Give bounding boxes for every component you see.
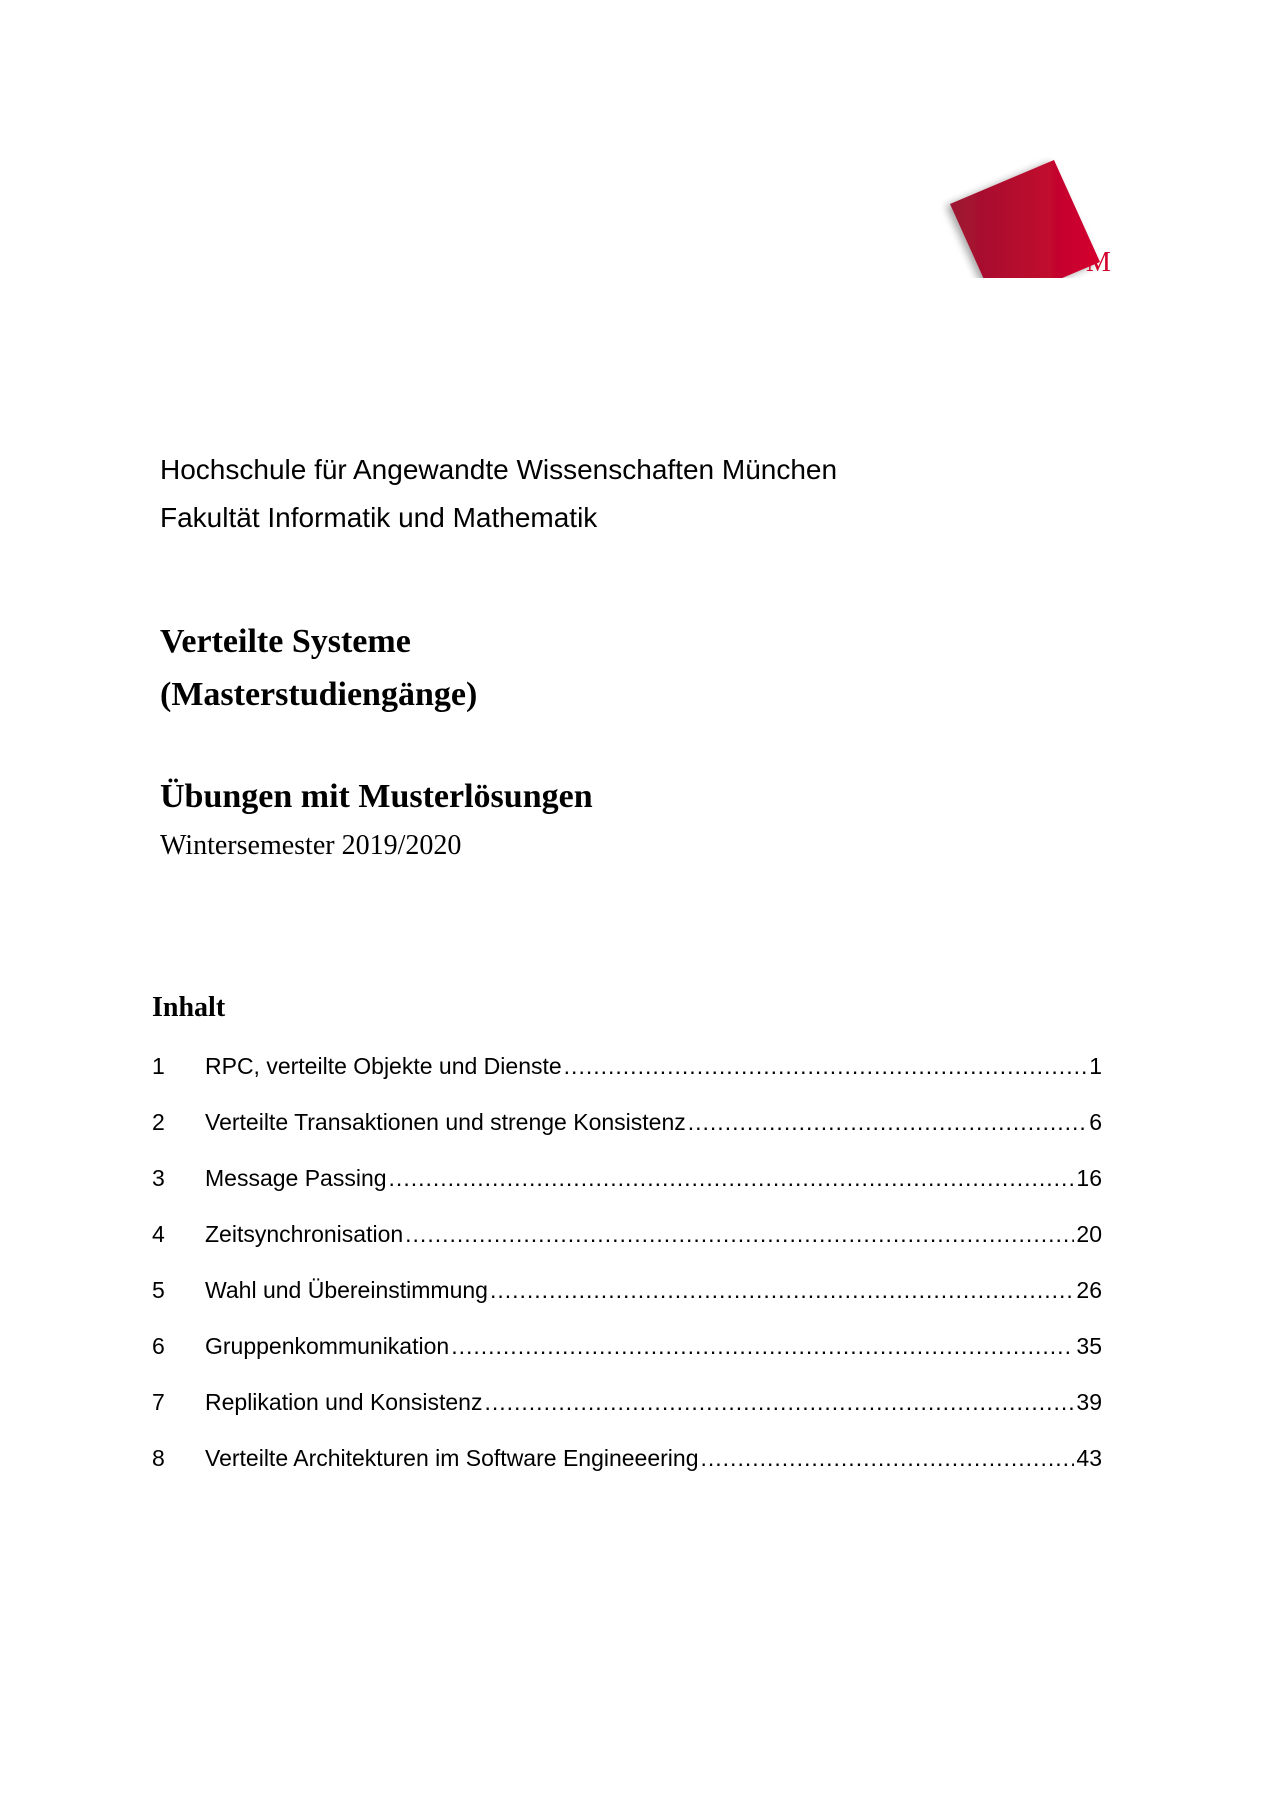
toc-entry-title: Replikation und Konsistenz xyxy=(205,1389,483,1415)
toc-entry-page: 16 xyxy=(1076,1165,1102,1191)
institution-block xyxy=(160,446,837,542)
toc-entry-number: 7 xyxy=(152,1389,165,1415)
toc-entry-title: Verteilte Architekturen im Software Engineeering xyxy=(205,1445,699,1471)
toc-entry-title: Message Passing xyxy=(205,1165,387,1191)
course-title-line1: Verteilte Systeme xyxy=(160,623,411,660)
toc-leader-dots xyxy=(451,1330,1074,1362)
institution-name: Hochschule für Angewandte Wissenschaften München xyxy=(160,454,838,485)
toc-entry-title: RPC, verteilte Objekte und Dienste xyxy=(205,1053,562,1079)
toc-entry[interactable] xyxy=(152,1218,1102,1274)
toc-entry[interactable] xyxy=(152,1442,1102,1498)
toc-entry-number: 6 xyxy=(152,1333,165,1359)
toc-leader-dots xyxy=(490,1274,1074,1306)
toc-entry-number: 8 xyxy=(152,1445,165,1471)
toc-entry[interactable] xyxy=(152,1386,1102,1442)
toc-entry-page: 35 xyxy=(1076,1333,1102,1359)
toc-entry-number: 2 xyxy=(152,1109,165,1135)
toc-entry-page: 39 xyxy=(1076,1389,1102,1415)
toc-entry-page: 26 xyxy=(1076,1277,1102,1303)
toc-entry[interactable] xyxy=(152,1106,1102,1162)
exercise-title: Übungen mit Musterlösungen xyxy=(160,778,593,815)
toc-entry[interactable] xyxy=(152,1162,1102,1218)
toc-entry-title: Wahl und Übereinstimmung xyxy=(205,1277,488,1303)
course-title xyxy=(160,615,477,721)
toc-entry[interactable] xyxy=(152,1050,1102,1106)
toc-leader-dots xyxy=(389,1162,1075,1194)
toc-leader-dots xyxy=(405,1218,1074,1250)
toc-entry[interactable] xyxy=(152,1330,1102,1386)
toc-entry-number: 3 xyxy=(152,1165,165,1191)
toc-entry-page: 20 xyxy=(1076,1221,1102,1247)
toc-entry-number: 5 xyxy=(152,1277,165,1303)
toc-entry-title: Gruppenkommunikation xyxy=(205,1333,450,1359)
toc-heading: Inhalt xyxy=(152,992,226,1023)
toc-entry-page: 6 xyxy=(1089,1109,1102,1135)
toc-entry[interactable] xyxy=(152,1274,1102,1330)
toc-leader-dots xyxy=(564,1050,1088,1082)
toc-entry-number: 1 xyxy=(152,1053,165,1079)
logo-letter: M xyxy=(1086,247,1111,278)
toc-entry-page: 1 xyxy=(1089,1053,1102,1079)
toc-leader-dots xyxy=(701,1442,1075,1474)
table-of-contents xyxy=(152,1050,1102,1498)
toc-entry-title: Zeitsynchronisation xyxy=(205,1221,404,1247)
toc-entry-title: Verteilte Transaktionen und strenge Konsistenz xyxy=(205,1109,686,1135)
toc-entry-number: 4 xyxy=(152,1221,165,1247)
semester-label: Wintersemester 2019/2020 xyxy=(160,830,462,861)
toc-leader-dots xyxy=(688,1106,1087,1138)
faculty-name: Fakultät Informatik und Mathematik xyxy=(160,502,598,533)
toc-leader-dots xyxy=(484,1386,1074,1418)
toc-entry-page: 43 xyxy=(1076,1445,1102,1471)
course-title-line2: (Masterstudiengänge) xyxy=(160,676,478,713)
